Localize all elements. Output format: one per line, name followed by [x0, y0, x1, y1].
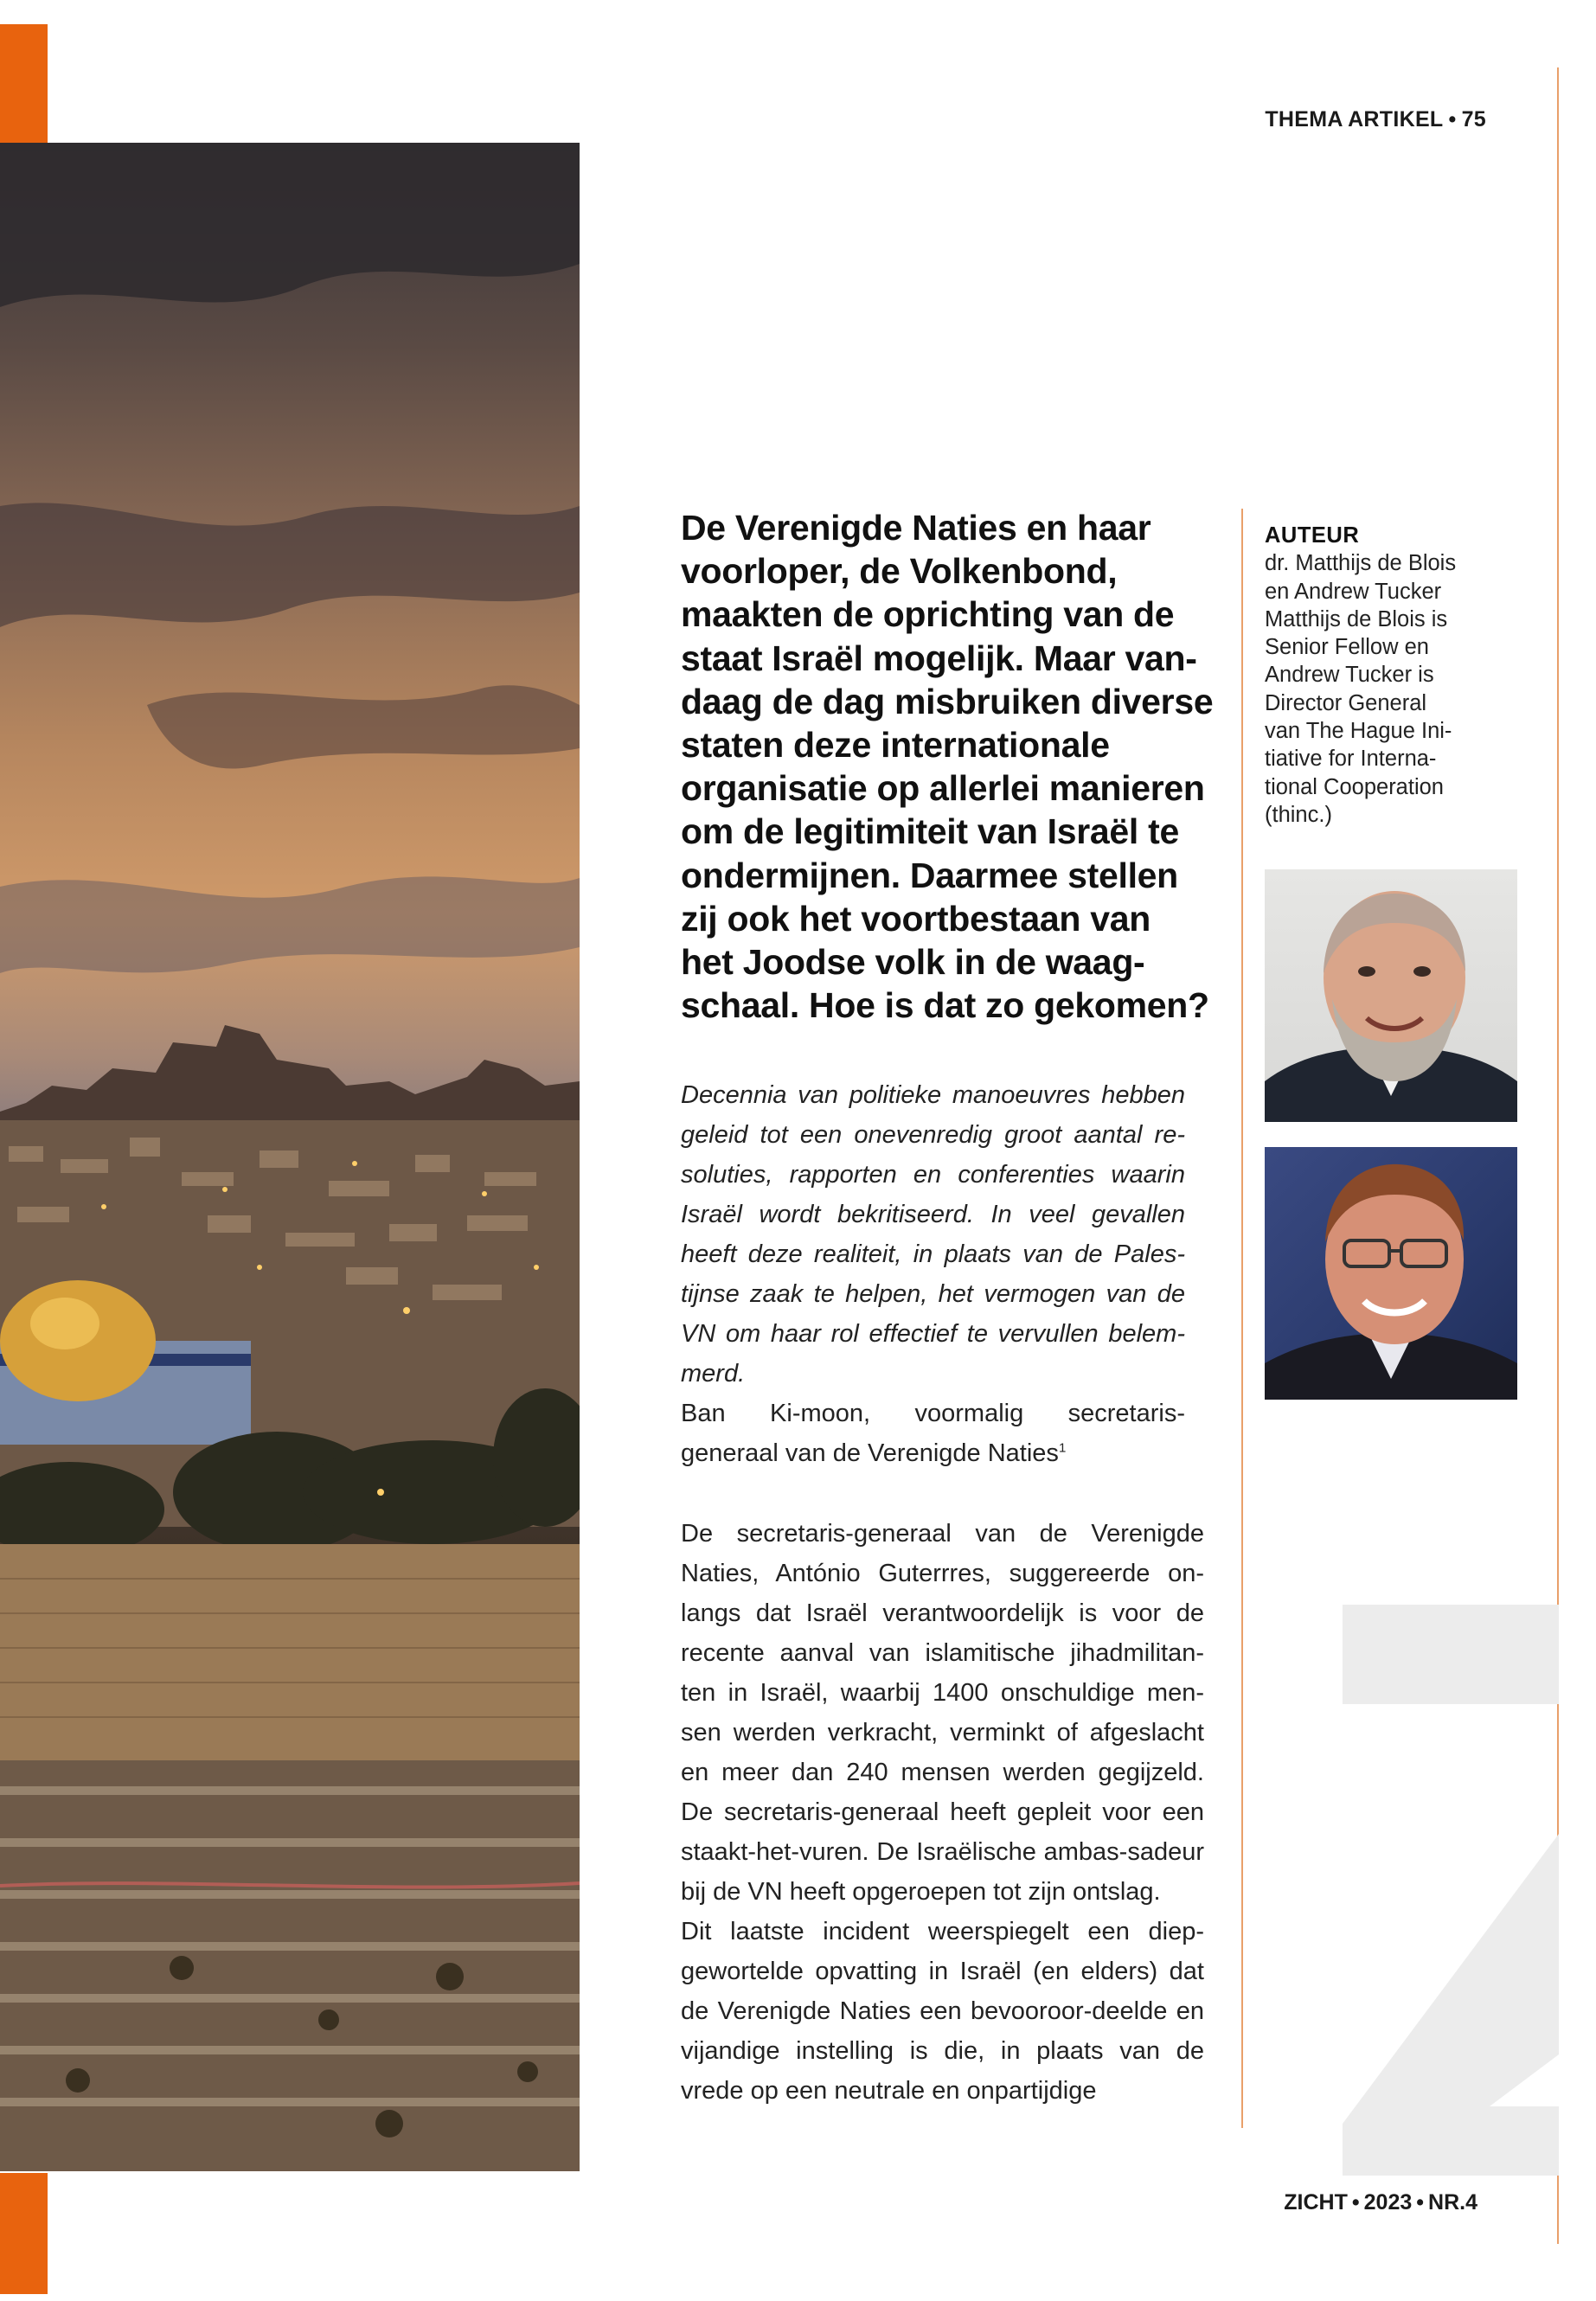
- orange-accent-tab-top: [0, 24, 48, 145]
- lead-line: staat Israël mogelijk. Maar van-: [681, 638, 1197, 678]
- author-line: (thinc.): [1265, 802, 1332, 827]
- header-separator: •: [1448, 107, 1457, 131]
- body-paragraph: Dit laatste incident weerspiegelt een diep-gewortelde opvatting in Israël (en elders) dat de Verenigde Naties een bevooroor-deelde en vijandige instelling is die, in plaats van de vrede op een neutrale en onpartijdige: [681, 1918, 1204, 2105]
- author-line: tiative for Interna-: [1265, 747, 1437, 772]
- issue-number: NR.4: [1428, 2190, 1477, 2214]
- author-line: tional Cooperation: [1265, 774, 1444, 799]
- attribution-word: voormalig: [914, 1400, 1024, 1427]
- attribution-word: Ki-moon,: [770, 1400, 871, 1427]
- author-photo-matthijs-de-blois: [1265, 869, 1517, 1122]
- lead-line: organisatie op allerlei manieren: [681, 768, 1205, 809]
- footer-separator: •: [1351, 2190, 1360, 2214]
- page-footer: [1284, 2190, 1477, 2215]
- body-paragraph: De secretaris-generaal van de Verenigde Naties, António Guterrres, suggereerde on-langs dat Israël verantwoordelijk is voor de recente aanval van islamitische jihadmilitan-ten in Israël, waarbij 1400 onschuldige men-sen werden verkracht, verminkt of afgeslacht en meer dan 240 mensen werden gegijzeld. De secretaris-generaal heeft gepleit voor een staakt-het-vuren. De Israëlische ambas-sadeur bij de VN heeft opgeroepen tot zijn ontslag.: [681, 1520, 1204, 1906]
- footnote-marker: 1: [1058, 1440, 1067, 1456]
- lead-line: maakten de oprichting van de: [681, 594, 1175, 635]
- attribution-word: Ban: [681, 1400, 726, 1427]
- author-line: Senior Fellow en: [1265, 635, 1429, 660]
- footer-separator: •: [1416, 2190, 1425, 2214]
- attribution-word: secretaris-: [1067, 1400, 1185, 1427]
- lead-line: schaal. Hoe is dat zo gekomen?: [681, 985, 1209, 1026]
- lead-line: staten deze internationale: [681, 725, 1110, 766]
- lead-line: om de legitimiteit van Israël te: [681, 811, 1179, 852]
- pull-quote: Decennia van politieke manoeuvres hebben geleid tot een onevenredig groot aantal re-soluties, rapporten en conferenties waarin Israël wordt bekritiseerd. In veel gevallen heeft deze realiteit, in plaats van de Pales-tijnse zaak te helpen, het vermogen van de VN om haar rol effectief te vervullen belem-merd.: [681, 1081, 1185, 1388]
- lead-line: het Joodse volk in de waag-: [681, 942, 1145, 983]
- page-header: [1265, 107, 1486, 132]
- column-divider-rule: [1241, 509, 1243, 2128]
- lead-line: ondermijnen. Daarmee stellen: [681, 855, 1178, 895]
- lead-line: De Verenigde Naties en haar: [681, 508, 1151, 548]
- section-label: THEMA ARTIKEL: [1265, 107, 1444, 131]
- magazine-name: ZICHT: [1284, 2190, 1348, 2214]
- author-line: Director General: [1265, 690, 1427, 715]
- orange-accent-tab-bottom: [0, 2173, 48, 2294]
- attribution-line: generaal van de Verenigde Naties: [681, 1439, 1059, 1467]
- author-line: en Andrew Tucker: [1265, 579, 1442, 604]
- decorative-watermark-shape: [1343, 1605, 1559, 2176]
- lead-line: zij ook het voortbestaan van: [681, 898, 1151, 939]
- jerusalem-skyline-photo: [0, 143, 580, 2171]
- author-photo-andrew-tucker: [1265, 1147, 1517, 1400]
- article-body: [681, 1514, 1204, 2111]
- page-number: 75: [1461, 107, 1486, 131]
- issue-year: 2023: [1363, 2190, 1413, 2214]
- author-line: Matthijs de Blois is: [1265, 606, 1448, 631]
- lead-line: daag de dag misbruiken diverse: [681, 681, 1214, 721]
- quote-attribution: [681, 1394, 1185, 1473]
- author-line: dr. Matthijs de Blois: [1265, 551, 1457, 576]
- author-box: [1265, 522, 1477, 829]
- author-label: AUTEUR: [1265, 523, 1360, 548]
- author-line: Andrew Tucker is: [1265, 663, 1434, 688]
- lead-line: voorloper, de Volkenbond,: [681, 551, 1118, 592]
- author-line: van The Hague Ini-: [1265, 719, 1452, 744]
- article-lead: [681, 506, 1217, 1027]
